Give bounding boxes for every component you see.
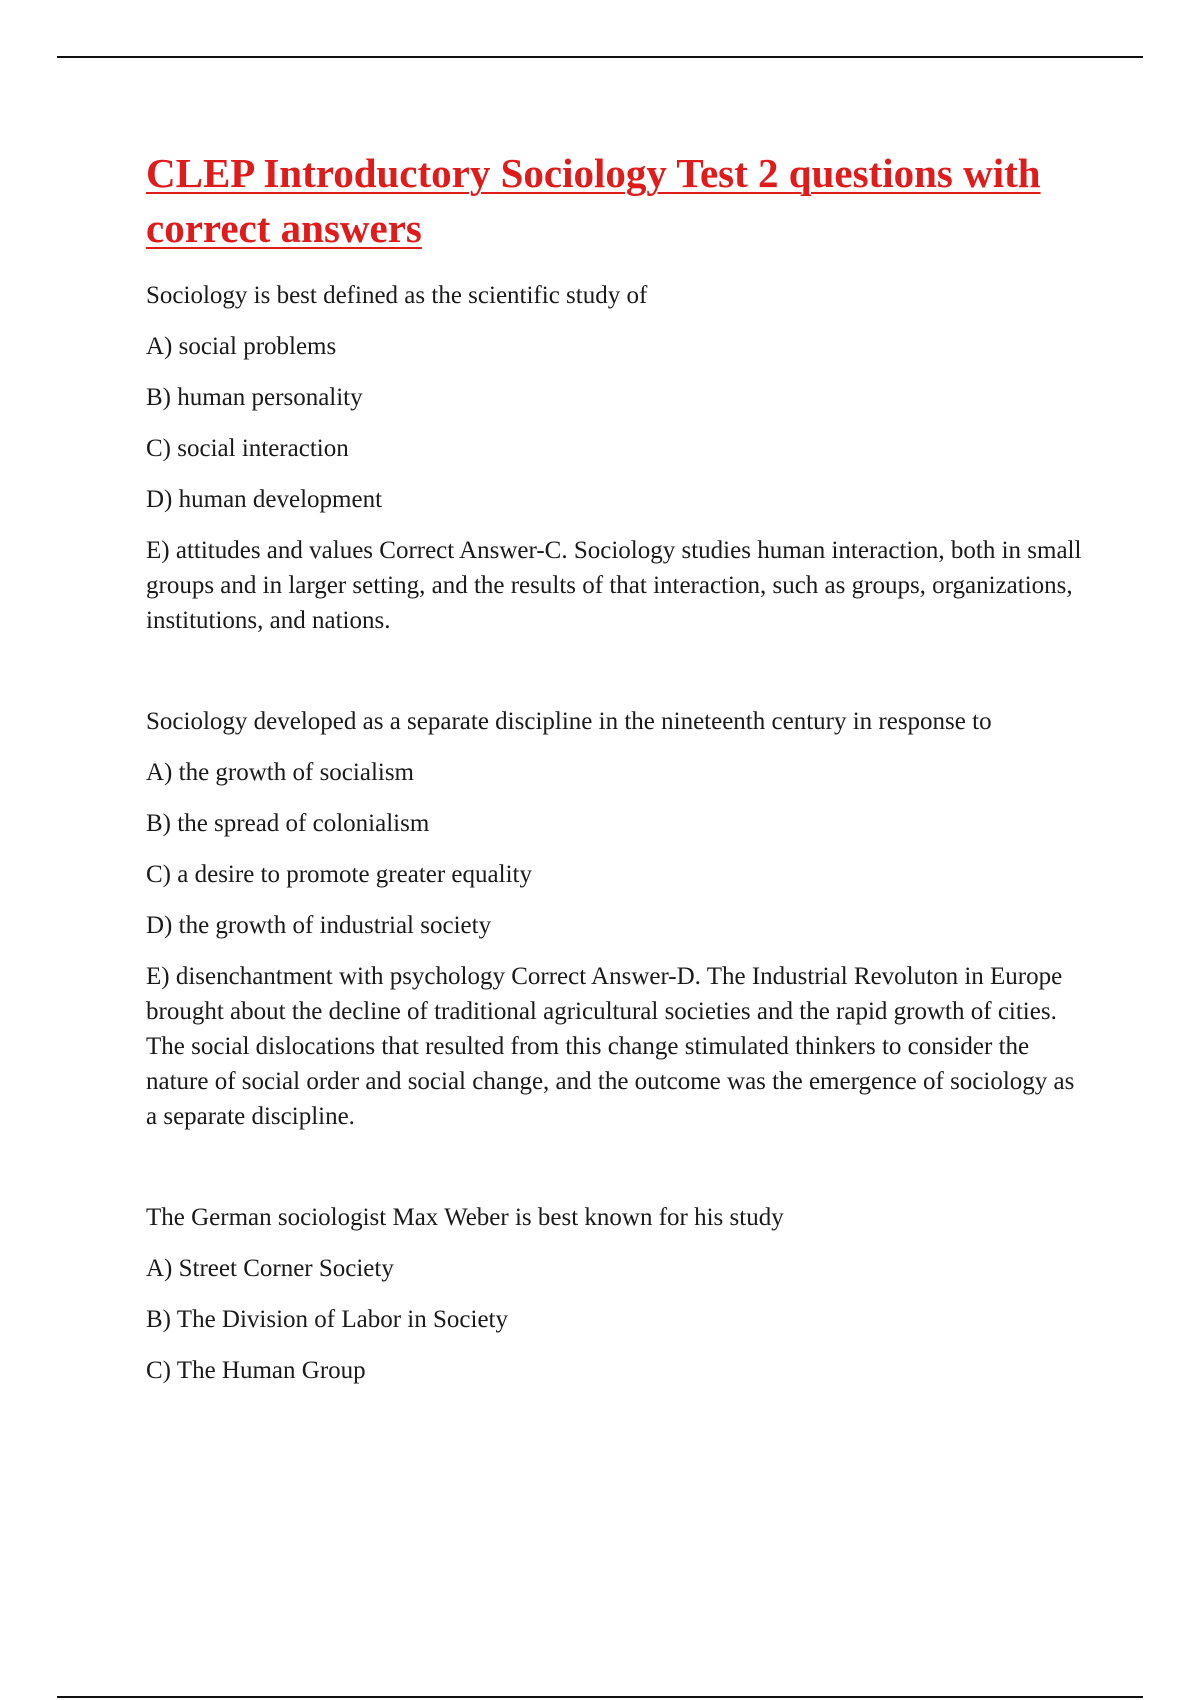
question-3 [146,1200,1086,1388]
answer-option-e-with-explanation: E) disenchantment with psychology Correct Answer-D. The Industrial Revoluton in Europe brought about the decline of traditional agricultural societies and the rapid growth of cities. The social dislocations that resulted from this change stimulated thinkers to consider the nature of social order and social change, and the outcome was the emergence of sociology as a separate discipline. [146,963,1075,1130]
footer-rule [57,1696,1143,1698]
answer-option-c: C) a desire to promote greater equality [146,861,532,888]
answer-option-d: D) the growth of industrial society [146,912,492,939]
question-1 [146,278,1086,638]
answer-option-b: B) human personality [146,384,363,411]
document-body [146,146,1086,1388]
answer-option-a: A) Street Corner Society [146,1255,394,1282]
document-title: CLEP Introductory Sociology Test 2 questions with correct answers [146,150,1041,251]
question-prompt: Sociology is best defined as the scientific study of [146,282,648,309]
question-prompt: The German sociologist Max Weber is best known for his study [146,1204,784,1231]
answer-option-a: A) social problems [146,333,337,360]
answer-option-d: D) human development [146,486,383,513]
answer-option-a: A) the growth of socialism [146,759,415,786]
answer-option-c: C) social interaction [146,435,349,462]
answer-option-e-with-explanation: E) attitudes and values Correct Answer-C. Sociology studies human interaction, both in small groups and in larger setting, and the results of that interaction, such as groups, organizations, institutions, and nations. [146,537,1082,634]
answer-option-c: C) The Human Group [146,1357,366,1384]
question-2 [146,704,1086,1134]
header-rule [57,56,1143,58]
question-prompt: Sociology developed as a separate discipline in the nineteenth century in response to [146,708,992,735]
answer-option-b: B) The Division of Labor in Society [146,1306,508,1333]
answer-option-b: B) the spread of colonialism [146,810,430,837]
